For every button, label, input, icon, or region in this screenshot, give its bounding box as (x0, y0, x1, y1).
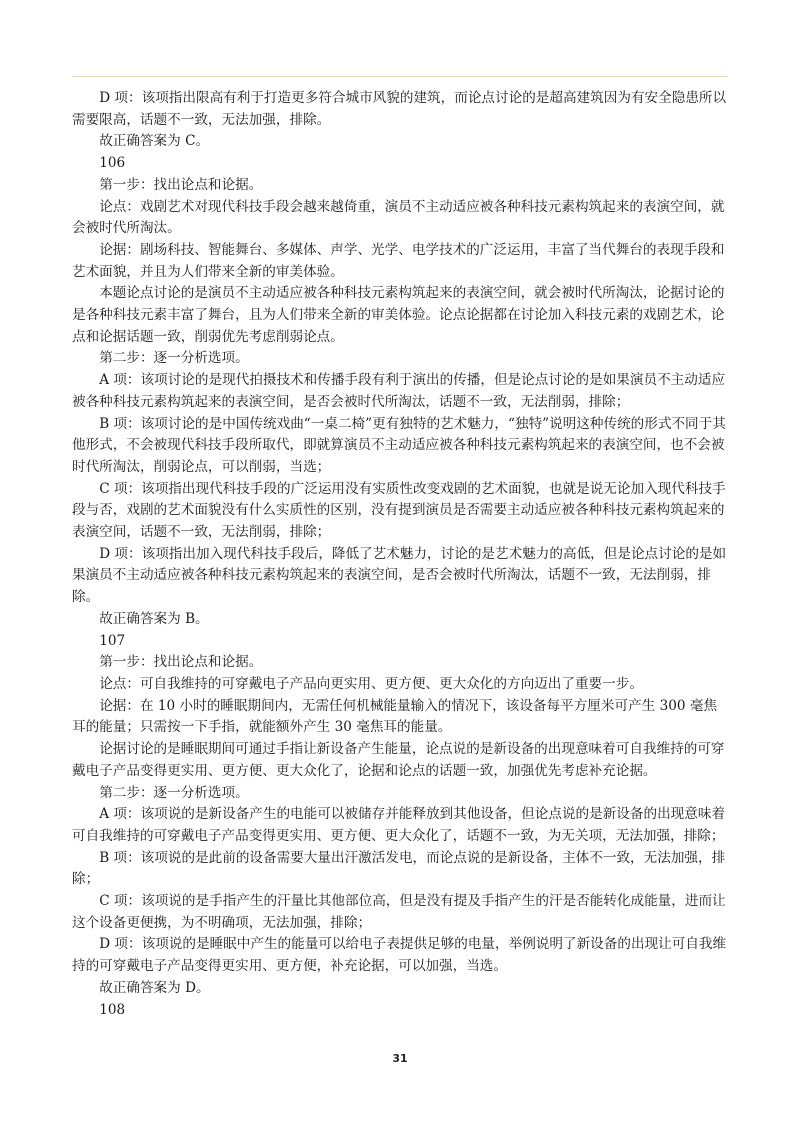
paragraph: 第二步：逐一分析选项。 (99, 350, 249, 367)
paragraph: D 项：该项指出加入现代科技手段后，降低了艺术魅力，讨论的是艺术魅力的高低，但是论点讨论的是如果演员不主动适应被各种科技元素构筑起来的表演空间，是否会被时代所淘汰，话题不一致，无法削弱，排除。 (72, 545, 727, 606)
paragraph: D 项：该项说的是睡眠中产生的能量可以给电子表提供足够的电量，举例说明了新设备的出现让可自我维持的可穿戴电子产品变得更实用、更方便，补充论据，可以加强，当选。 (72, 936, 727, 975)
paragraph: D 项：该项指出限高有利于打造更多符合城市风貌的建筑，而论点讨论的是超高建筑因为有安全隐患所以需要限高，话题不一致，无法加强，排除。 (72, 90, 727, 128)
header-rule (72, 76, 728, 77)
paragraph: 第二步：逐一分析选项。 (99, 784, 249, 801)
paragraph: 第一步：找出论点和论据。 (99, 176, 263, 193)
paragraph: B 项：该项讨论的是中国传统戏曲“一桌二椅”更有独特的艺术魅力，“独特”说明这种传统的形式不同于其他形式，不会被现代科技手段所取代，即就算演员不主动适应被各种科技元素构筑起来的表演空间，也不会被时代所淘汰，削弱论点，可以削弱，当选； (72, 415, 726, 475)
paragraph: 故正确答案为 B。 (99, 610, 209, 627)
document-body (72, 88, 728, 1021)
paragraph: 论点：可自我维持的可穿戴电子产品向更实用、更方便、更大众化的方向迈出了重要一步。 (99, 675, 643, 692)
paragraph: C 项：该项说的是手指产生的汗量比其他部位高，但是没有提及手指产生的汗是否能转化成能量，进而让这个设备更便携，为不明确项，无法加强，排除； (72, 893, 726, 931)
paragraph: 故正确答案为 D。 (99, 979, 210, 996)
paragraph: B 项：该项说的是此前的设备需要大量出汗激活发电，而论点说的是新设备，主体不一致，无法加强，排除； (72, 849, 726, 888)
paragraph: 论据讨论的是睡眠期间可通过手指让新设备产生能量，论点说的是新设备的出现意味着可自我维持的可穿戴电子产品变得更实用、更方便、更大众化了，论据和论点的话题一致，加强优先考虑补充论据。 (72, 741, 725, 779)
question-number: 107 (99, 632, 126, 649)
paragraph: 论据：在 10 小时的睡眠期间内，无需任何机械能量输入的情况下，该设备每平方厘米可产生 300 毫焦耳的能量；只需按一下手指，就能额外产生 30 毫焦耳的能量。 (72, 697, 718, 736)
question-number: 106 (99, 155, 126, 172)
paragraph: 第一步：找出论点和论据。 (99, 654, 263, 671)
paragraph: C 项：该项指出现代科技手段的广泛运用没有实质性改变戏剧的艺术面貌，也就是说无论加入现代科技手段与否，戏剧的艺术面貌没有什么实质性的区别，没有提到演员是否需要主动适应被各种科技元素构筑起来的表演空间，话题不一致，无法削弱，排除； (72, 480, 726, 541)
paragraph: 故正确答案为 C。 (99, 133, 210, 150)
paragraph: A 项：该项说的是新设备产生的电能可以被储存并能释放到其他设备，但论点说的是新设备的出现意味着可自我维持的可穿戴电子产品变得更实用、更方便、更大众化了，话题不一致，为无关项，无法加强，排除； (72, 806, 726, 844)
paragraph: 论点：戏剧艺术对现代科技手段会越来越倚重，演员不主动适应被各种科技元素构筑起来的表演空间，就会被时代所淘汰。 (72, 198, 725, 237)
paragraph: 论据：剧场科技、智能舞台、多媒体、声学、光学、电学技术的广泛运用，丰富了当代舞台的表现手段和艺术面貌，并且为人们带来全新的审美体验。 (72, 241, 725, 280)
question-number: 108 (99, 1001, 126, 1018)
paragraph: 本题论点讨论的是演员不主动适应被各种科技元素构筑起来的表演空间，就会被时代所淘汰，论据讨论的是各种科技元素丰富了舞台，且为人们带来全新的审美体验。论点论据都在讨论加入科技元素的戏剧艺术，论点和论据话题一致，削弱优先考虑削弱论点。 (72, 285, 725, 345)
paragraph: A 项：该项讨论的是现代拍摄技术和传播手段有利于演出的传播，但是论点讨论的是如果演员不主动适应被各种科技元素构筑起来的表演空间，是否会被时代所淘汰，话题不一致，无法削弱，排除； (72, 372, 726, 410)
page-number: 31 (392, 1052, 408, 1065)
